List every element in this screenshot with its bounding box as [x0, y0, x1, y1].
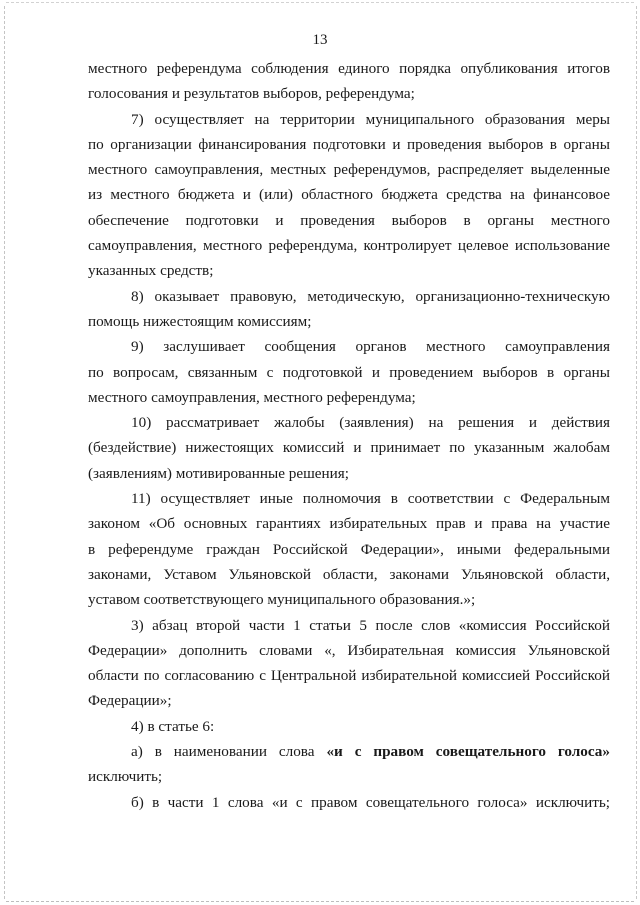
- text-line: законом «Об основных гарантиях избирательных прав и права на участие: [88, 515, 610, 533]
- text-line: 11) осуществляет иные полномочия в соответствии с Федеральным: [131, 490, 610, 508]
- scan-edge-left: [4, 6, 5, 899]
- page-number: 13: [312, 32, 328, 48]
- text-line: законами, Уставом Ульяновской области, законами Ульяновской области,: [88, 565, 610, 583]
- text-line: Федерации»;: [88, 692, 172, 710]
- text-line: 8) оказывает правовую, методическую, организационно-техническую: [131, 287, 610, 305]
- text-line: указанных средств;: [88, 262, 214, 280]
- text-line: самоуправления, местного референдума, контролирует целевое использование: [88, 237, 610, 255]
- text-line: 10) рассматривает жалобы (заявления) на решения и действия: [131, 414, 610, 432]
- text-line: области по согласованию с Центральной избирательной комиссией Российской: [88, 667, 610, 685]
- text-line: 3) абзац второй части 1 статьи 5 после слов «комиссия Российской: [131, 616, 610, 634]
- document-body: [88, 56, 610, 815]
- text-line: обеспечение подготовки и проведения выборов в органы местного: [88, 211, 610, 229]
- text-line: 9) заслушивает сообщения органов местного самоуправления: [131, 338, 610, 356]
- text-line: 7) осуществляет на территории муниципального образования меры: [131, 110, 610, 128]
- text-line: помощь нижестоящим комиссиям;: [88, 312, 312, 330]
- text-line: уставом соответствующего муниципального образования.»;: [88, 591, 476, 609]
- text-line: (бездействие) нижестоящих комиссий и принимает по указанным жалобам: [88, 439, 610, 457]
- scan-edge-right: [636, 6, 637, 899]
- text-line: [88, 739, 610, 764]
- text-line: (заявлениям) мотивированные решения;: [88, 464, 349, 482]
- text-line: по вопросам, связанным с подготовкой и проведением выборов в органы: [88, 363, 610, 381]
- text-line: местного референдума соблюдения единого порядка опубликования итогов: [88, 60, 610, 77]
- text-line: 4) в статье 6:: [131, 717, 215, 735]
- text-line: исключить;: [88, 768, 163, 786]
- text-line: местного самоуправления, местного референдума;: [88, 388, 416, 406]
- text-line: б) в части 1 слова «и с правом совещательного голоса» исключить;: [131, 793, 610, 811]
- text-line-prefix: а) в наименовании слова: [131, 743, 327, 761]
- text-line: местного самоуправления, местных референдумов, распределяет выделенные: [88, 161, 610, 179]
- text-line: голосования и результатов выборов, референдума;: [88, 85, 415, 103]
- text-line: в референдуме граждан Российской Федерации», иными федеральными: [88, 540, 610, 558]
- text-line: Федерации» дополнить словами «, Избирательная комиссия Ульяновской: [88, 641, 610, 659]
- scan-edge-top: [6, 2, 634, 3]
- text-line: из местного бюджета и (или) областного бюджета средства на финансовое: [88, 186, 610, 204]
- text-line-bold: «и с правом совещательного голоса»: [326, 743, 610, 761]
- scan-edge-bottom: [6, 901, 634, 902]
- text-line: по организации финансирования подготовки и проведения выборов в органы: [88, 135, 610, 153]
